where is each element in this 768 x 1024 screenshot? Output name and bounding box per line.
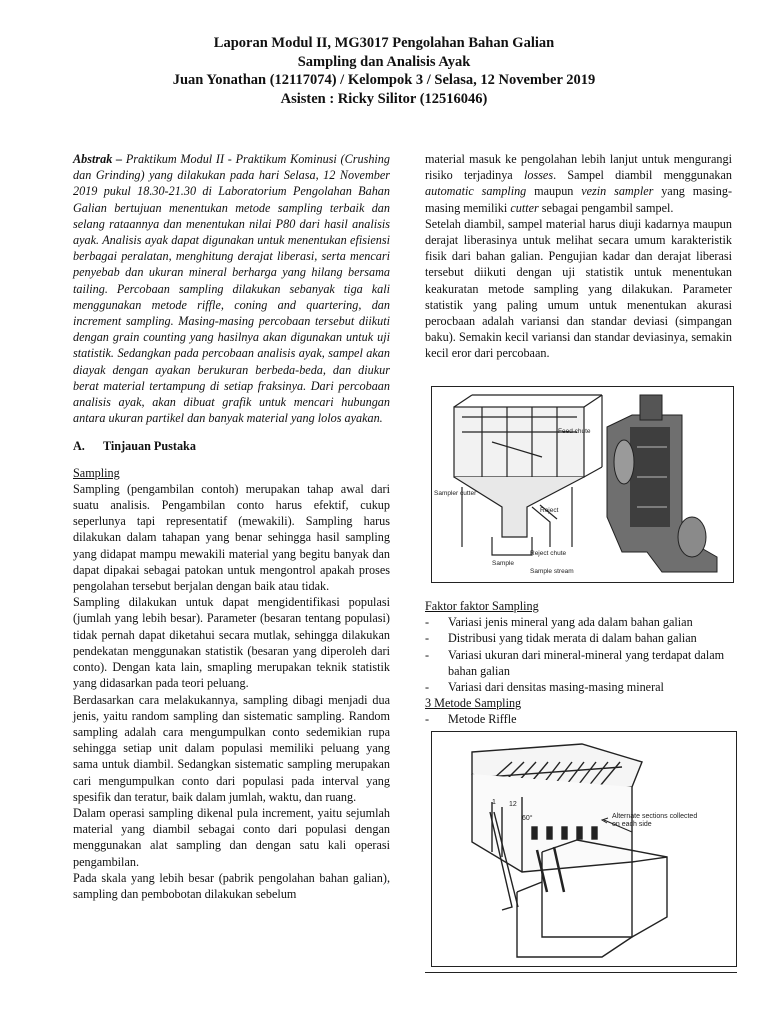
label-sample-stream: Sample stream — [530, 568, 574, 575]
list-item: - Distribusi yang tidak merata di dalam bahan galian — [425, 630, 732, 646]
abstract-lead: Abstrak – — [73, 152, 123, 166]
text-run: . Sampel diambil menggunakan — [553, 168, 732, 183]
header-assistant: Asisten : Ricky Silitor (12516046) — [280, 90, 488, 107]
text-run: yang masing-masing memiliki — [425, 184, 733, 215]
paragraph: Sampling dilakukan untuk dapat mengidentifikasi populasi (jumlah yang lebih besar). Parameter (besaran tentang populasi) tidak pernah dapat diketahui secara mutlak, sehingga dilakukan pendekatan menggunakan statistik (besaran yang diperoleh dari conto). Dengan kata lain, smapling merupakan teknik statistik yang didasarkan pada teori peluang. — [73, 595, 390, 691]
label-sample: Sample — [492, 560, 515, 567]
paragraph: Dalam operasi sampling dikenal pula increment, yaitu sejumlah material yang diambil sebagai conto dari populasi dengan menggunakan alat sampling dan dengan satu kali operasi pengambilan. — [73, 805, 390, 869]
text-run: maupun — [526, 184, 582, 199]
label-60-degrees: 60° — [522, 815, 533, 822]
metode-list — [425, 711, 732, 727]
list-item: - Variasi jenis mineral yang ada dalam bahan galian — [425, 614, 732, 630]
figure-sampler-machines — [431, 386, 734, 583]
list-item: - Variasi dari densitas masing-masing mineral — [425, 679, 732, 695]
faktor-list — [425, 614, 732, 695]
label-1: 1 — [492, 799, 496, 806]
metode-heading: 3 Metode Sampling — [425, 696, 522, 711]
header-author: Juan Yonathan (12117074) / Kelompok 3 / Selasa, 12 November 2019 — [172, 72, 596, 89]
right-column-lists — [425, 598, 732, 728]
paragraph: Sampling (pengambilan contoh) merupakan tahap awal dari suatu analisis. Pengambilan conto harus efektif, cukup seperlunya tapi representatif (mewakili). Sampling harus dilakukan dalam tahapan yang benar sehingga hasil sampling yang didapat mampu mewakili material yang begitu banyak dan dapat dipakai sebagai patokan untuk mengontrol apakah proses pengolahan tersebut berjalan dengan baik atau tidak. — [73, 481, 390, 594]
left-column — [73, 151, 390, 902]
sampler-illustration — [432, 387, 733, 582]
vezin-sampler-drawing — [607, 395, 717, 572]
paragraph: Setelah diambil, sampel material harus diuji kadarnya maupun derajat liberasinya untuk melihat secara umum karakteristik fisik dari bahan galian. Pengujian kadar dan derajat liberasi tersebut diikuti dengan uji statistik untuk menentukan keakuratan metode sampling yang dilakukan. Parameter statistik yang paling umum untuk menentukan akurasi perocbaan adalah variansi dan standar deviasi (simpangan baku). Semakin kecil variansi dan standar deviasinya, semakin kecil eror dari percobaan. — [425, 216, 732, 361]
bottom-rule — [425, 972, 737, 973]
paper-header — [0, 34, 768, 108]
list-item: - Variasi ukuran dari mineral-mineral yang terdapat dalam bahan galian — [425, 647, 732, 679]
text-run-italic: losses — [523, 168, 554, 183]
label-12: 12 — [509, 801, 517, 808]
header-title: Laporan Modul II, MG3017 Pengolahan Bahan Galian — [213, 35, 555, 51]
text-run: sebagai pengambil sampel. — [538, 200, 674, 215]
label-reject-chute: Reject chute — [530, 550, 567, 557]
section-heading — [73, 438, 390, 454]
text-run: material masuk ke pengolahan lebih lanjut untuk mengurangi risiko terjadinya — [425, 152, 732, 183]
abstract-body: Praktikum Modul II - Praktikum Kominusi (Crushing dan Grinding) yang dilakukan pada hari Selasa, 12 November 2019 pukul 18.30-21.30 di Laboratorium Pengolahan Bahan Galian bertujuan menentukan metode sampling terbaik dan selang rataannya dan menentukan nilai P80 dari hasil analisis ayak. Analisis ayak dapat digunakan untuk menentukan efisiensi berbagai peralatan, menghitung derajat liberasi, serta mencari penyebab dan ukuran mineral berharga yang hilang bersama tailing. Percobaan sampling dilakukan sebanyak tiga kali menggunakan metode riffle, coning and quartering, dan increment sampling. Masing-masing percobaan tersebut diikuti dengan grain counting yang hasilnya akan digunakan untuk uji statistik. Sedangkan pada percobaan analisis ayak, sampel akan diayak dengan ayakan berukuran berbeda-beda, dan diukur berat material tertampung di setiap fraksinya. Dari percobaan analisis ayak, akan dibuat grafik untuk mencari hubungan antara ukuran partikel dan banyak material yang lolos ayakan. — [73, 152, 390, 426]
list-item: - Metode Riffle — [425, 711, 732, 727]
paragraph — [425, 151, 732, 216]
faktor-heading: Faktor faktor Sampling — [425, 599, 539, 613]
text-run-italic: vezin sampler — [581, 184, 654, 199]
section-number: A. — [73, 439, 85, 454]
label-feed-chute: Feed chute — [558, 428, 591, 435]
text-run-italic: automatic sampling — [425, 184, 527, 199]
paragraph: Pada skala yang lebih besar (pabrik pengolahan bahan galian), sampling dan pembobotan dilakukan sebelum — [73, 870, 390, 901]
label-alternate-sections: Alternate sections collected on each side — [612, 813, 698, 828]
paragraph: Berdasarkan cara melakukannya, sampling dibagi menjadi dua jenis, yaitu random sampling dan sistematic sampling. Random sampling adalah cara mengumpulkan conto sedemikian rupa sehingga setiap unit dalam populasi memiliki peluang yang sama untuk diambil. Sedangkan sistematic sampling merupakan cari mengumpulkan conto dari populasi pada interval yang spesifik dan teratur, baik dalam jumlah, waktu, dan ruang. — [73, 692, 390, 804]
subsection-heading-sampling: Sampling — [73, 465, 120, 480]
header-subtitle: Sampling dan Analisis Ayak — [297, 53, 471, 70]
section-title: Tinjauan Pustaka — [103, 439, 196, 454]
right-column-top — [425, 151, 732, 362]
figure-riffle-splitter — [431, 731, 737, 967]
riffle-illustration — [432, 732, 736, 966]
abstract — [73, 151, 390, 426]
label-reject: Reject — [540, 507, 559, 514]
text-run-italic: cutter — [510, 200, 539, 215]
label-sampler-cutter: Sampler cutter — [434, 490, 477, 497]
